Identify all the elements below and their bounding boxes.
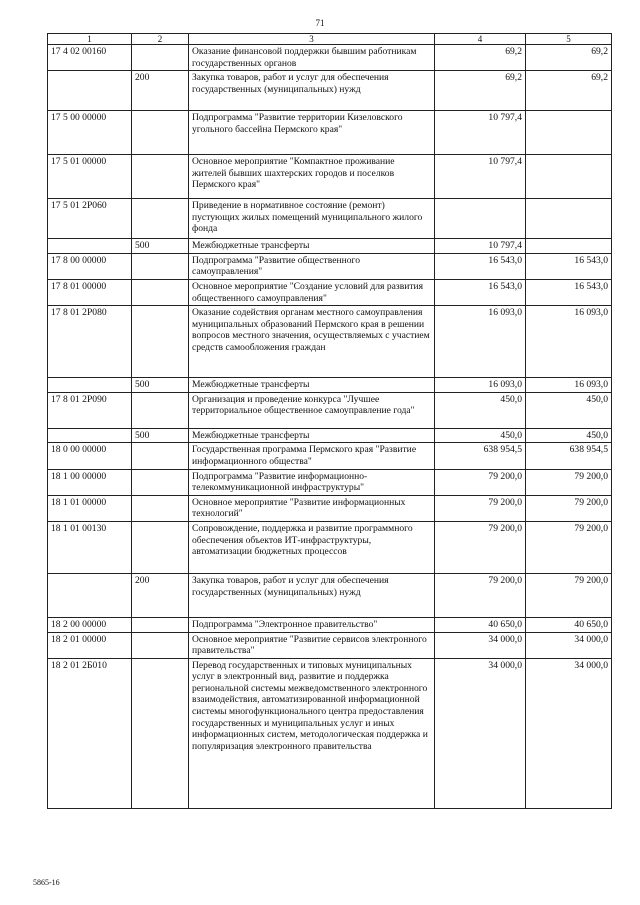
- row-name: Организация и проведение конкурса "Лучшее территориальное общественное самоуправление года": [189, 392, 435, 428]
- row-value-4: 16 543,0: [435, 253, 526, 279]
- row-kind: 200: [132, 71, 189, 111]
- row-value-5: 79 200,0: [526, 495, 612, 521]
- row-value-5: 79 200,0: [526, 573, 612, 617]
- row-value-4: 79 200,0: [435, 469, 526, 495]
- row-name: Основное мероприятие "Создание условий для развития общественного самоуправления": [189, 279, 435, 305]
- row-kind: [132, 111, 189, 155]
- row-name: Основное мероприятие "Развитие информационных технологий": [189, 495, 435, 521]
- budget-table: [47, 33, 612, 809]
- row-kind: [132, 495, 189, 521]
- row-value-5: 16 543,0: [526, 279, 612, 305]
- row-code: 17 8 00 00000: [48, 253, 132, 279]
- table-row: [48, 658, 612, 808]
- row-value-5: [526, 155, 612, 199]
- row-name: Оказание содействия органам местного самоуправления муниципальных образований Пермского края в решении вопросов местного значения, осуществляемых с участием средств самообложения граждан: [189, 306, 435, 378]
- row-value-5: 34 000,0: [526, 632, 612, 658]
- row-kind: [132, 632, 189, 658]
- row-kind: [132, 658, 189, 808]
- row-kind: 500: [132, 428, 189, 443]
- row-code: 18 1 01 00130: [48, 521, 132, 573]
- row-name: Закупка товаров, работ и услуг для обеспечения государственных (муниципальных) нужд: [189, 71, 435, 111]
- row-value-4: 79 200,0: [435, 521, 526, 573]
- row-code: 18 1 00 00000: [48, 469, 132, 495]
- row-value-4: [435, 199, 526, 239]
- row-value-4: 79 200,0: [435, 495, 526, 521]
- row-name: Межбюджетные трансферты: [189, 239, 435, 254]
- table-row: [48, 617, 612, 632]
- row-name: Сопровождение, поддержка и развитие программного обеспечения объектов ИТ-инфраструктуры, автоматизации бюджетных процессов: [189, 521, 435, 573]
- row-code: [48, 239, 132, 254]
- row-kind: [132, 469, 189, 495]
- row-code: 18 2 01 2Б010: [48, 658, 132, 808]
- row-kind: [132, 279, 189, 305]
- table-header-row: [48, 34, 612, 45]
- row-value-5: [526, 239, 612, 254]
- table-row: [48, 71, 612, 111]
- table-row: [48, 443, 612, 469]
- table-row: [48, 521, 612, 573]
- row-code: 18 2 01 00000: [48, 632, 132, 658]
- row-kind: [132, 443, 189, 469]
- row-value-5: 79 200,0: [526, 469, 612, 495]
- row-kind: 500: [132, 378, 189, 393]
- row-value-5: 638 954,5: [526, 443, 612, 469]
- row-name: Подпрограмма "Развитие территории Кизеловского угольного бассейна Пермского края": [189, 111, 435, 155]
- table-row: [48, 495, 612, 521]
- row-code: [48, 573, 132, 617]
- row-code: 17 8 01 2Р080: [48, 306, 132, 378]
- page-number: 71: [315, 18, 325, 28]
- row-code: [48, 428, 132, 443]
- table-row: [48, 111, 612, 155]
- row-value-4: 40 650,0: [435, 617, 526, 632]
- row-value-4: 638 954,5: [435, 443, 526, 469]
- table-row: [48, 279, 612, 305]
- row-code: 17 8 01 2Р090: [48, 392, 132, 428]
- row-value-4: 34 000,0: [435, 632, 526, 658]
- row-name: Закупка товаров, работ и услуг для обеспечения государственных (муниципальных) нужд: [189, 573, 435, 617]
- header-col-5: 5: [526, 34, 612, 45]
- row-value-5: [526, 111, 612, 155]
- row-name: Перевод государственных и типовых муниципальных услуг в электронный вид, развитие и поддержка региональной системы межведомственного электронного взаимодействия, автоматизированной информационной системы многофункционального центра предоставления государственных и муниципальных услуг и иных информационных систем, методологическая поддержка и популяризация электронного правительства: [189, 658, 435, 808]
- table-row: [48, 573, 612, 617]
- row-kind: [132, 253, 189, 279]
- row-kind: 500: [132, 239, 189, 254]
- row-name: Основное мероприятие "Развитие сервисов электронного правительства": [189, 632, 435, 658]
- row-kind: [132, 306, 189, 378]
- row-value-4: 69,2: [435, 71, 526, 111]
- header-col-3: 3: [189, 34, 435, 45]
- row-name: Подпрограмма "Электронное правительство": [189, 617, 435, 632]
- row-value-4: 450,0: [435, 392, 526, 428]
- row-name: Приведение в нормативное состояние (ремонт) пустующих жилых помещений муниципального жилого фонда: [189, 199, 435, 239]
- row-code: 18 0 00 00000: [48, 443, 132, 469]
- row-value-5: 450,0: [526, 428, 612, 443]
- row-code: 17 5 00 00000: [48, 111, 132, 155]
- row-value-5: 34 000,0: [526, 658, 612, 808]
- header-col-4: 4: [435, 34, 526, 45]
- row-value-5: 40 650,0: [526, 617, 612, 632]
- row-value-5: 16 093,0: [526, 306, 612, 378]
- table-row: [48, 469, 612, 495]
- row-kind: [132, 199, 189, 239]
- row-value-4: 16 543,0: [435, 279, 526, 305]
- row-code: 17 8 01 00000: [48, 279, 132, 305]
- row-kind: 200: [132, 573, 189, 617]
- row-value-5: 79 200,0: [526, 521, 612, 573]
- row-value-4: 69,2: [435, 45, 526, 71]
- row-kind: [132, 155, 189, 199]
- row-name: Подпрограмма "Развитие общественного самоуправления": [189, 253, 435, 279]
- row-value-4: 10 797,4: [435, 239, 526, 254]
- row-value-4: 10 797,4: [435, 155, 526, 199]
- document-code: 5865-16: [33, 878, 60, 887]
- row-name: Подпрограмма "Развитие информационно-телекоммуникационной инфраструктуры": [189, 469, 435, 495]
- table-row: [48, 378, 612, 393]
- row-kind: [132, 617, 189, 632]
- row-code: 17 5 01 2Р060: [48, 199, 132, 239]
- header-col-2: 2: [132, 34, 189, 45]
- row-value-5: 16 543,0: [526, 253, 612, 279]
- row-name: Межбюджетные трансферты: [189, 428, 435, 443]
- table-row: [48, 199, 612, 239]
- row-value-4: 16 093,0: [435, 306, 526, 378]
- row-value-4: 16 093,0: [435, 378, 526, 393]
- row-value-4: 450,0: [435, 428, 526, 443]
- table-row: [48, 306, 612, 378]
- table-row: [48, 632, 612, 658]
- row-name: Межбюджетные трансферты: [189, 378, 435, 393]
- row-value-4: 34 000,0: [435, 658, 526, 808]
- row-code: 18 2 00 00000: [48, 617, 132, 632]
- row-code: [48, 71, 132, 111]
- row-value-5: [526, 199, 612, 239]
- row-kind: [132, 45, 189, 71]
- row-code: 17 4 02 00160: [48, 45, 132, 71]
- row-code: [48, 378, 132, 393]
- row-name: Основное мероприятие "Компактное проживание жителей бывших шахтерских городов и поселков Пермского края": [189, 155, 435, 199]
- row-kind: [132, 521, 189, 573]
- row-code: 17 5 01 00000: [48, 155, 132, 199]
- table-row: [48, 428, 612, 443]
- row-value-4: 79 200,0: [435, 573, 526, 617]
- row-value-5: 69,2: [526, 71, 612, 111]
- row-kind: [132, 392, 189, 428]
- table-row: [48, 392, 612, 428]
- row-code: 18 1 01 00000: [48, 495, 132, 521]
- row-name: Государственная программа Пермского края "Развитие информационного общества": [189, 443, 435, 469]
- row-value-4: 10 797,4: [435, 111, 526, 155]
- header-col-1: 1: [48, 34, 132, 45]
- table-row: [48, 155, 612, 199]
- table-row: [48, 253, 612, 279]
- row-value-5: 16 093,0: [526, 378, 612, 393]
- table-row: [48, 45, 612, 71]
- table-row: [48, 239, 612, 254]
- row-name: Оказание финансовой поддержки бывшим работникам государственных органов: [189, 45, 435, 71]
- row-value-5: 69,2: [526, 45, 612, 71]
- row-value-5: 450,0: [526, 392, 612, 428]
